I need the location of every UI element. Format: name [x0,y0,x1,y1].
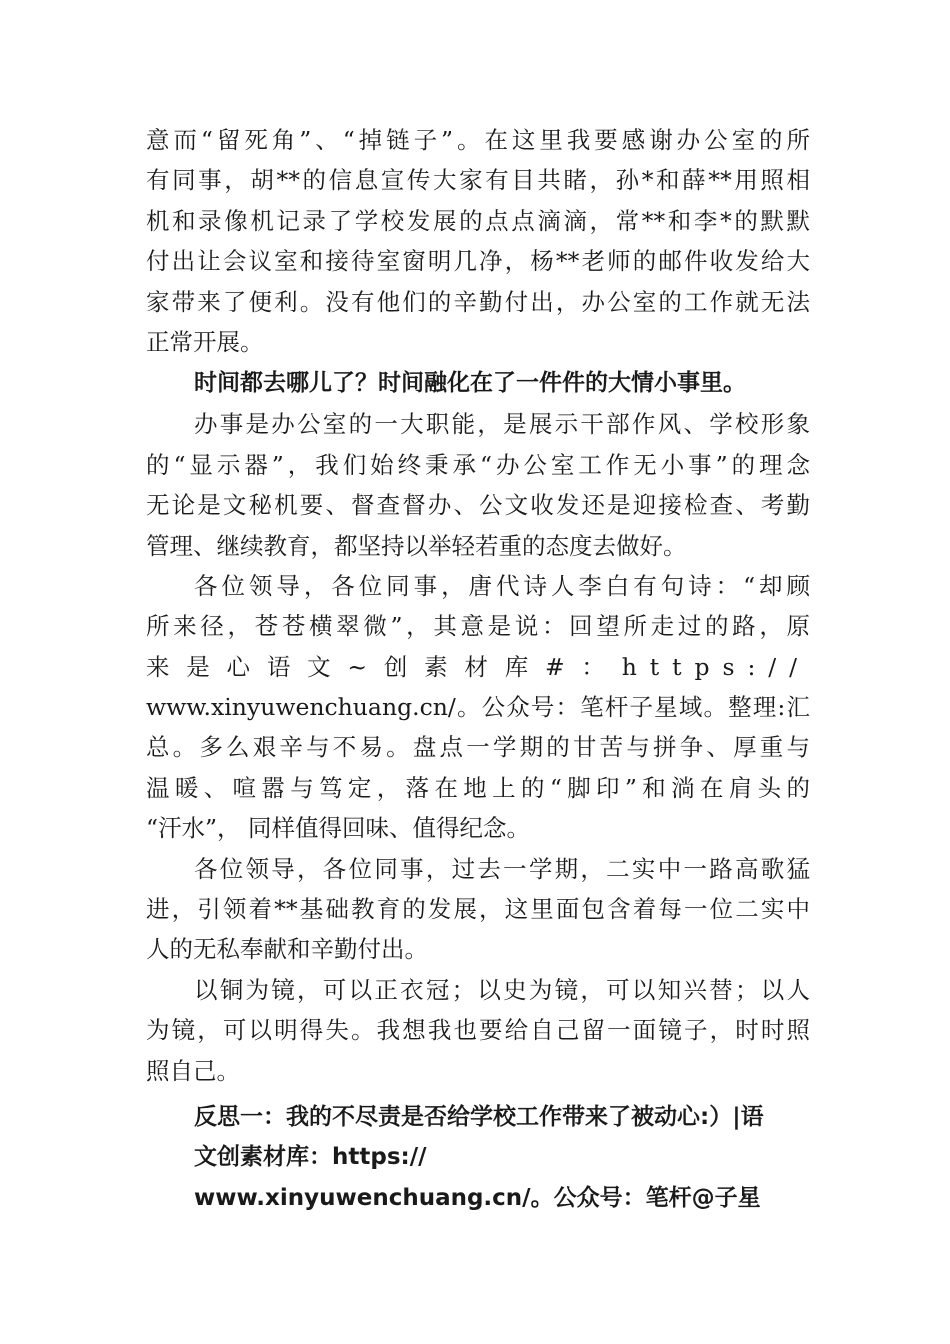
text-line: 人的无私奉献和辛勤付出。 [146,935,428,964]
paragraph-thanks [146,120,810,362]
text-line: 办事是办公室的一大职能，是展示干部作风、学校形象 [194,410,810,439]
section-heading-time: 时间都去哪儿了？时间融化在了一件件的大情小事里。 [194,370,746,397]
text-line: 各位领导，各位同事，唐代诗人李白有句诗：“却顾 [194,571,810,600]
text-line: “汗水”， 同样值得回味、值得纪念。 [146,814,530,843]
text-line: 机和录像机记录了学校发展的点点滴滴，常**和李*的默默 [146,206,810,235]
text-line: 各位领导，各位同事，过去一学期，二实中一路高歌猛 [194,854,810,883]
text-line: 所来径，苍苍横翠微”，其意是说：回望所走过的路，原 [146,612,810,641]
section-heading-reflection [146,1097,810,1219]
text-line: 付出让会议室和接待室窗明几净，杨**老师的邮件收发给大 [146,247,810,276]
heading-line: 反思一：我的不尽责是否给学校工作带来了被动心:）|语 [194,1103,764,1130]
paragraph-past-semester [146,849,810,970]
text-line: 为镜，可以明得失。我想我也要给自己留一面镜子，时时照 [146,1016,810,1045]
text-line: 总。多么艰辛与不易。盘点一学期的甘苦与拼争、厚重与 [146,733,810,762]
text-line: 温暖、喧嚣与笃定，落在地上的“脚印”和淌在肩头的 [146,773,810,802]
text-line: www.xinyuwenchuang.cn/。公众号：笔杆子星域。整理:汇 [146,693,810,722]
text-line: 管理、继续教育，都坚持以举轻若重的态度去做好。 [146,531,687,560]
text-line: 意而“留死角”、“掉链子”。在这里我要感谢办公室的所 [146,126,810,154]
text-line: 进，引领着**基础教育的发展，这里面包含着每一位二实中 [146,895,810,924]
text-line: 照自己。 [146,1056,240,1085]
paragraph-mirror [146,970,810,1091]
text-line: 来是心语文~创素材库#：https:// [146,652,810,681]
heading-line: 文创素材库：https:// [194,1144,427,1171]
text-line: 的“显示器”，我们始终秉承“办公室工作无小事”的理念 [146,450,810,479]
paragraph-poem [146,566,810,849]
heading-line: www.xinyuwenchuang.cn/。公众号：笔杆@子星 [194,1184,761,1211]
text-line: 正常开展。 [146,327,264,356]
document-page [146,120,810,1218]
text-line: 有同事，胡**的信息宣传大家有目共睹，孙*和薛**用照相 [146,166,810,195]
text-line: 家带来了便利。没有他们的辛勤付出，办公室的工作就无法 [146,287,810,316]
text-line: 无论是文秘机要、督查督办、公文收发还是迎接检查、考勤 [146,491,810,520]
paragraph-office-duties [146,404,810,566]
text-line: 以铜为镜，可以正衣冠；以史为镜，可以知兴替；以人 [194,975,810,1004]
